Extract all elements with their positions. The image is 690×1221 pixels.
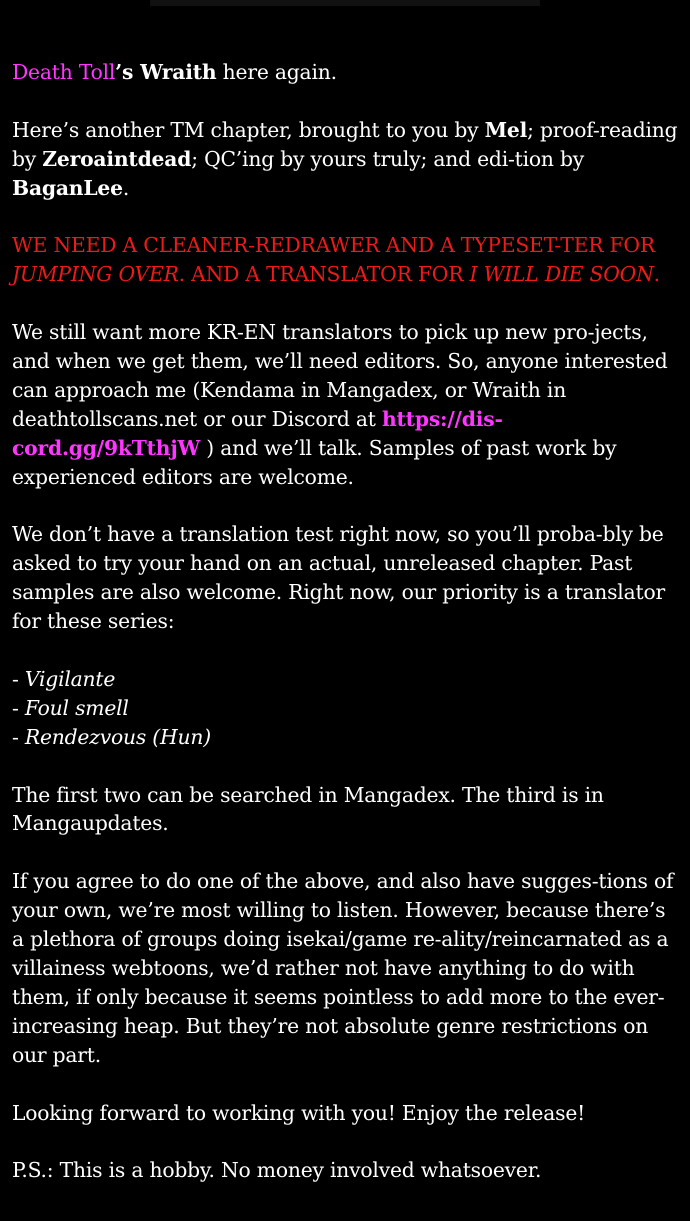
author-name: Wraith <box>140 60 217 84</box>
group-name: Death Toll <box>12 60 116 84</box>
notice-text-3: . <box>653 262 660 287</box>
series-list <box>12 665 682 752</box>
credits-text-3: ; QC’ing by yours truly; and edi-tion by <box>191 146 585 171</box>
group-suffix: ’s <box>115 60 141 84</box>
list-item <box>12 665 682 694</box>
top-edge-fragment <box>150 0 540 6</box>
intro-paragraph <box>12 58 682 87</box>
list-dash: - <box>12 695 25 720</box>
list-item <box>12 723 682 752</box>
thanks-paragraph: Looking forward to working with you! Enjoy the release! <box>12 1100 586 1125</box>
notice-series-2: I WILL DIE SOON <box>469 262 654 287</box>
list-dash: - <box>12 724 25 749</box>
credits-text-1: Here’s another TM chapter, brought to you by <box>12 117 485 142</box>
series-title: Rendezvous <box>24 724 147 749</box>
ps-paragraph: P.S.: This is a hobby. No money involved whatsoever. <box>12 1158 542 1183</box>
recruit-paragraph <box>12 318 682 491</box>
translator-name: Mel <box>484 117 528 142</box>
list-item <box>12 694 682 723</box>
intro-text: here again. <box>216 60 337 84</box>
notice-text-2: . AND A TRANSLATOR FOR <box>178 262 470 287</box>
notice-series-1: JUMPING OVER <box>12 262 179 287</box>
series-title: Foul smell <box>24 695 129 720</box>
credits-text-4: . <box>122 175 130 200</box>
test-paragraph: We don’t have a translation test right now, so you’ll proba-bly be asked to try your hand on an actual, unreleased chapter. Past samples are also welcome. Right now, our priority is a translator for these series: <box>12 522 665 634</box>
series-extra: (Hun) <box>146 724 211 749</box>
notice-text-1: WE NEED A CLEANER-REDRAWER AND A TYPESET-TER FOR <box>12 233 655 258</box>
recruitment-notice <box>12 231 682 289</box>
discord-link[interactable]: https://dis-cord.gg/9kTthjW <box>12 406 503 460</box>
search-paragraph: The first two can be searched in Mangadex. The third is in Mangaupdates. <box>12 782 604 836</box>
notes-page <box>12 58 682 1214</box>
recruit-text-1: We still want more KR-EN translators to pick up new pro-jects, and when we get them, we’ll need editors. So, anyone interested can approach me (Kendama in Mangadex, or Wraith in deathtollscans.net or our Discord at <box>12 320 668 431</box>
credits-text-2: ; proof-reading by <box>12 117 678 171</box>
proofreader-name: Zeroaintdead <box>42 146 192 171</box>
series-title: Vigilante <box>24 666 116 691</box>
recruit-text-2: ) and we’ll talk. Samples of past work by experienced editors are welcome. <box>12 435 617 489</box>
editor-name: BaganLee <box>12 175 123 200</box>
agree-paragraph: If you agree to do one of the above, and also have sugges-tions of your own, we’re most willing to listen. However, because there’s a plethora of groups doing isekai/game re-ality/reincarnated as a villainess webtoons, we’d rather not have anything to do with them, if only because it seems pointless to add more to the ever-increasing heap. But they’re not absolute genre restrictions on our part. <box>12 869 674 1067</box>
credits-paragraph <box>12 116 682 203</box>
list-dash: - <box>12 666 25 691</box>
